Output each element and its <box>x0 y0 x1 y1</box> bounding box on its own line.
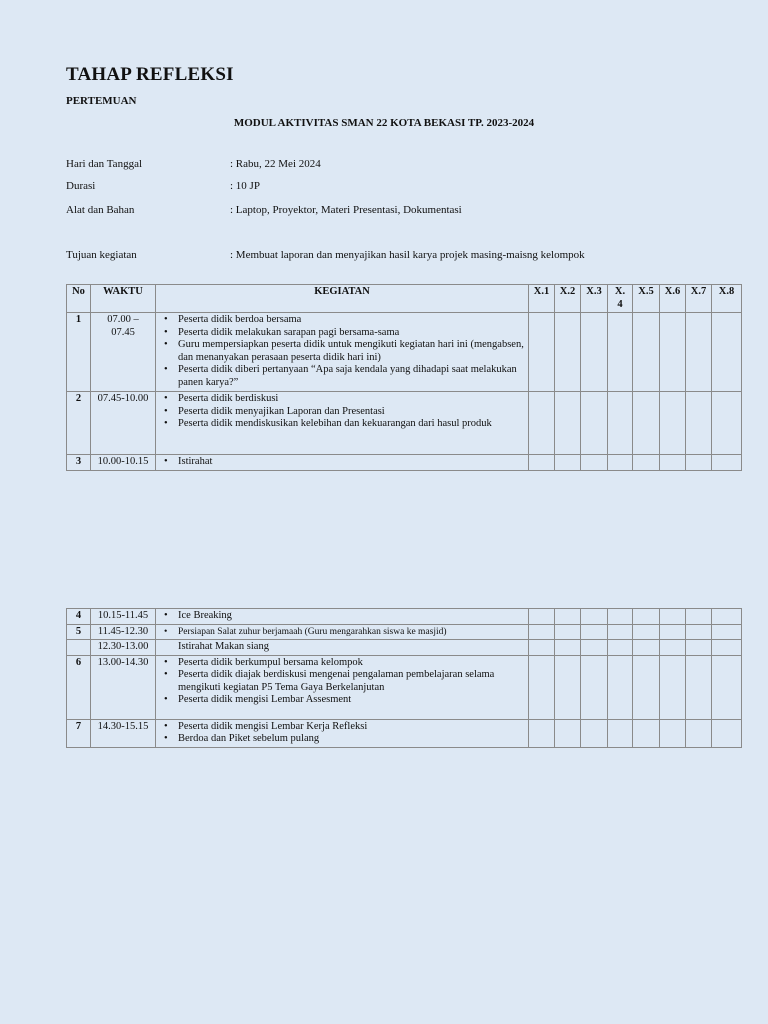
date-value: : Rabu, 22 Mei 2024 <box>230 158 321 170</box>
row-time: 11.45-12.30 <box>91 624 156 640</box>
row-activities <box>156 455 529 471</box>
table-row <box>67 455 742 471</box>
list-item: • Peserta didik melakukan sarapan pagi bersama-sama <box>178 327 525 340</box>
materials-value: : Laptop, Proyektor, Materi Presentasi, Dokumentasi <box>230 204 462 216</box>
row-activities <box>156 624 529 640</box>
duration-value: : 10 JP <box>230 180 260 192</box>
list-item: • Peserta didik mengisi Lembar Kerja Refleksi <box>178 721 525 734</box>
list-item: • Persiapan Salat zuhur berjamaah (Guru mengarahkan siswa ke masjid) <box>178 626 525 639</box>
row-activities <box>156 392 529 455</box>
page-title: TAHAP REFLEKSI <box>66 64 234 85</box>
goal-label: Tujuan kegiatan <box>66 249 137 261</box>
header-kegiatan: KEGIATAN <box>156 285 529 313</box>
row-activities <box>156 313 529 392</box>
row-activities <box>156 655 529 719</box>
row-time: 12.30-13.00 <box>91 640 156 656</box>
row-time: 14.30-15.15 <box>91 719 156 747</box>
list-item: • Peserta didik berkumpul bersama kelompok <box>178 657 525 670</box>
row-activities <box>156 640 529 656</box>
row-time: 07.45-10.00 <box>91 392 156 455</box>
list-item: • Peserta didik diajak berdiskusi mengenai pengalaman pembelajaran selama mengikuti kegiatan P5 Tema Gaya Berkelanjutan <box>178 669 525 694</box>
header-x8: X.8 <box>712 285 742 313</box>
list-item: • Peserta didik mengisi Lembar Assesment <box>178 694 525 707</box>
header-x7: X.7 <box>686 285 712 313</box>
table-row <box>67 655 742 719</box>
schedule-table-part-1 <box>66 284 742 471</box>
date-label: Hari dan Tanggal <box>66 158 143 170</box>
list-item: • Berdoa dan Piket sebelum pulang <box>178 733 525 746</box>
list-item: • Peserta didik berdoa bersama <box>178 314 525 327</box>
list-item: Istirahat Makan siang <box>178 641 269 652</box>
header-waktu: WAKTU <box>91 285 156 313</box>
row-time: 07.00 – 07.45 <box>91 313 156 392</box>
row-no: 2 <box>67 392 91 455</box>
module-heading: MODUL AKTIVITAS SMAN 22 KOTA BEKASI TP. 2023-2024 <box>233 117 535 129</box>
row-time: 10.00-10.15 <box>91 455 156 471</box>
table-row <box>67 392 742 455</box>
materials-label: Alat dan Bahan <box>66 204 135 216</box>
header-x1: X.1 <box>529 285 555 313</box>
row-activities <box>156 719 529 747</box>
table-header-row <box>67 285 742 313</box>
row-time: 13.00-14.30 <box>91 655 156 719</box>
row-time: 10.15-11.45 <box>91 609 156 625</box>
table-row <box>67 313 742 392</box>
row-no: 4 <box>67 609 91 625</box>
row-no: 3 <box>67 455 91 471</box>
table-row <box>67 624 742 640</box>
list-item: • Peserta didik berdiskusi <box>178 393 525 406</box>
table-row <box>67 719 742 747</box>
list-item: • Peserta didik diberi pertanyaan “Apa saja kendala yang dihadapi saat melakukan panen karya?” <box>178 364 525 389</box>
row-no: 1 <box>67 313 91 392</box>
list-item: • Ice Breaking <box>178 610 525 623</box>
list-item: • Guru mempersiapkan peserta didik untuk mengikuti kegiatan hari ini (mengabsen, dan menanyakan perasaan peserta didik hari ini) <box>178 339 525 364</box>
schedule-table-part-2 <box>66 608 742 748</box>
duration-label: Durasi <box>66 180 96 192</box>
header-no: No <box>67 285 91 313</box>
row-no: 7 <box>67 719 91 747</box>
table-row <box>67 609 742 625</box>
list-item: • Istirahat <box>178 456 525 469</box>
row-activities <box>156 609 529 625</box>
header-x4: X. 4 <box>608 285 633 313</box>
list-item: • Peserta didik mendiskusikan kelebihan dan kekuarangan dari hasul produk <box>178 418 525 431</box>
row-no: 6 <box>67 655 91 719</box>
header-x2: X.2 <box>555 285 581 313</box>
row-no: 5 <box>67 624 91 640</box>
list-item: • Peserta didik menyajikan Laporan dan Presentasi <box>178 406 525 419</box>
header-x5: X.5 <box>633 285 660 313</box>
header-x6: X.6 <box>660 285 686 313</box>
row-no <box>67 640 91 656</box>
table-row <box>67 640 742 656</box>
meeting-heading: PERTEMUAN <box>66 95 137 107</box>
goal-value: : Membuat laporan dan menyajikan hasil karya projek masing-maisng kelompok <box>230 249 585 261</box>
header-x3: X.3 <box>581 285 608 313</box>
